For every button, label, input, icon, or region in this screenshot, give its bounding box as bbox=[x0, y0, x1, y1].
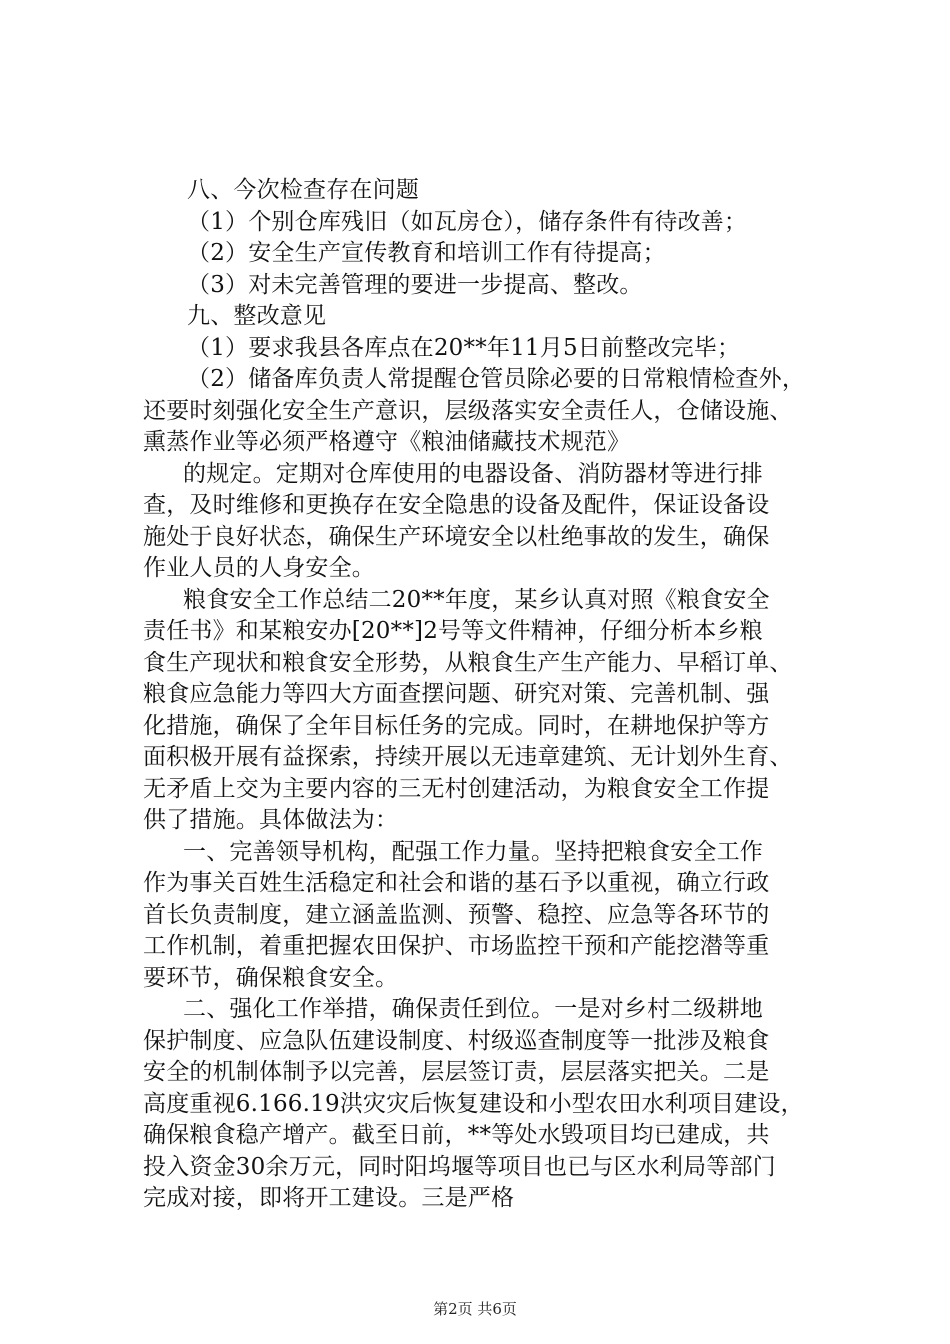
text-line: 熏蒸作业等必须严格遵守《粮油储藏技术规范》 bbox=[143, 429, 631, 455]
text-line: 查，及时维修和更换存在安全隐患的设备及配件，保证设备设 bbox=[143, 492, 770, 518]
text-line: （2）安全生产宣传教育和培训工作有待提高； bbox=[187, 240, 666, 266]
text-line: 无矛盾上交为主要内容的三无村创建活动，为粮食安全工作提 bbox=[143, 775, 770, 802]
text-line: 面积极开展有益探索，持续开展以无违章建筑、无计划外生育、 bbox=[143, 744, 793, 770]
text-line: 还要时刻强化安全生产意识，层级落实安全责任人，仓储设施、 bbox=[143, 397, 793, 424]
text-line: 化措施，确保了全年目标任务的完成。同时，在耕地保护等方 bbox=[143, 712, 770, 739]
text-line: 粮食应急能力等四大方面查摆问题、研究对策、完善机制、强 bbox=[143, 681, 770, 707]
text-line: 食生产现状和粮食安全形势，从粮食生产生产能力、早稻订单、 bbox=[143, 649, 793, 676]
text-line: 责任书》和某粮安办[20**]2号等文件精神，仔细分析本乡粮 bbox=[143, 618, 763, 644]
text-line: 的规定。定期对仓库使用的电器设备、消防器材等进行排 bbox=[183, 460, 763, 487]
text-line: 二、强化工作举措，确保责任到位。一是对乡村二级耕地 bbox=[183, 996, 763, 1022]
text-line: 投入资金30余万元，同时阳坞堰等项目也已与区水利局等部门 bbox=[143, 1153, 776, 1180]
text-line: 高度重视6.166.19洪灾灾后恢复建设和小型农田水利项目建设， bbox=[143, 1090, 804, 1117]
text-line: （1）个别仓库残旧（如瓦房仓），储存条件有待改善； bbox=[187, 208, 748, 235]
text-line: 完成对接，即将开工建设。三是严格 bbox=[143, 1185, 515, 1211]
text-line: 供了措施。具体做法为： bbox=[143, 807, 399, 833]
text-line: 确保粮食稳产增产。截至日前，**等处水毁项目均已建成，共 bbox=[143, 1122, 770, 1148]
page-footer: 第2页 共6页 bbox=[433, 1300, 517, 1318]
text-line: 作为事关百姓生活稳定和社会和谐的基石予以重视，确立行政 bbox=[143, 870, 770, 896]
text-line: 安全的机制体制予以完善，层层签订责，层层落实把关。二是 bbox=[143, 1059, 770, 1085]
text-line: 工作机制，着重把握农田保护、市场监控干预和产能挖潜等重 bbox=[143, 933, 770, 959]
text-line: （2）储备库负责人常提醒仓管员除必要的日常粮情检查外， bbox=[187, 366, 806, 392]
text-line: 九、整改意见 bbox=[187, 303, 327, 329]
text-line: 一、完善领导机构，配强工作力量。坚持把粮食安全工作 bbox=[183, 838, 763, 865]
text-line: 保护制度、应急队伍建设制度、村级巡查制度等一批涉及粮食 bbox=[143, 1027, 770, 1054]
text-line: （1）要求我县各库点在20**年11月5日前整改完毕； bbox=[187, 334, 741, 361]
text-line: 八、今次检查存在问题 bbox=[187, 177, 419, 203]
text-line: 作业人员的人身安全。 bbox=[143, 555, 375, 581]
text-line: 要环节，确保粮食安全。 bbox=[143, 964, 399, 991]
document-body bbox=[143, 175, 833, 1215]
text-line: 粮食安全工作总结二20**年度，某乡认真对照《粮食安全 bbox=[183, 586, 770, 613]
text-line: 施处于良好状态，确保生产环境安全以杜绝事故的发生，确保 bbox=[143, 523, 770, 550]
text-line: （3）对未完善管理的要进一步提高、整改。 bbox=[187, 271, 643, 298]
text-line: 首长负责制度，建立涵盖监测、预警、稳控、应急等各环节的 bbox=[143, 901, 770, 928]
